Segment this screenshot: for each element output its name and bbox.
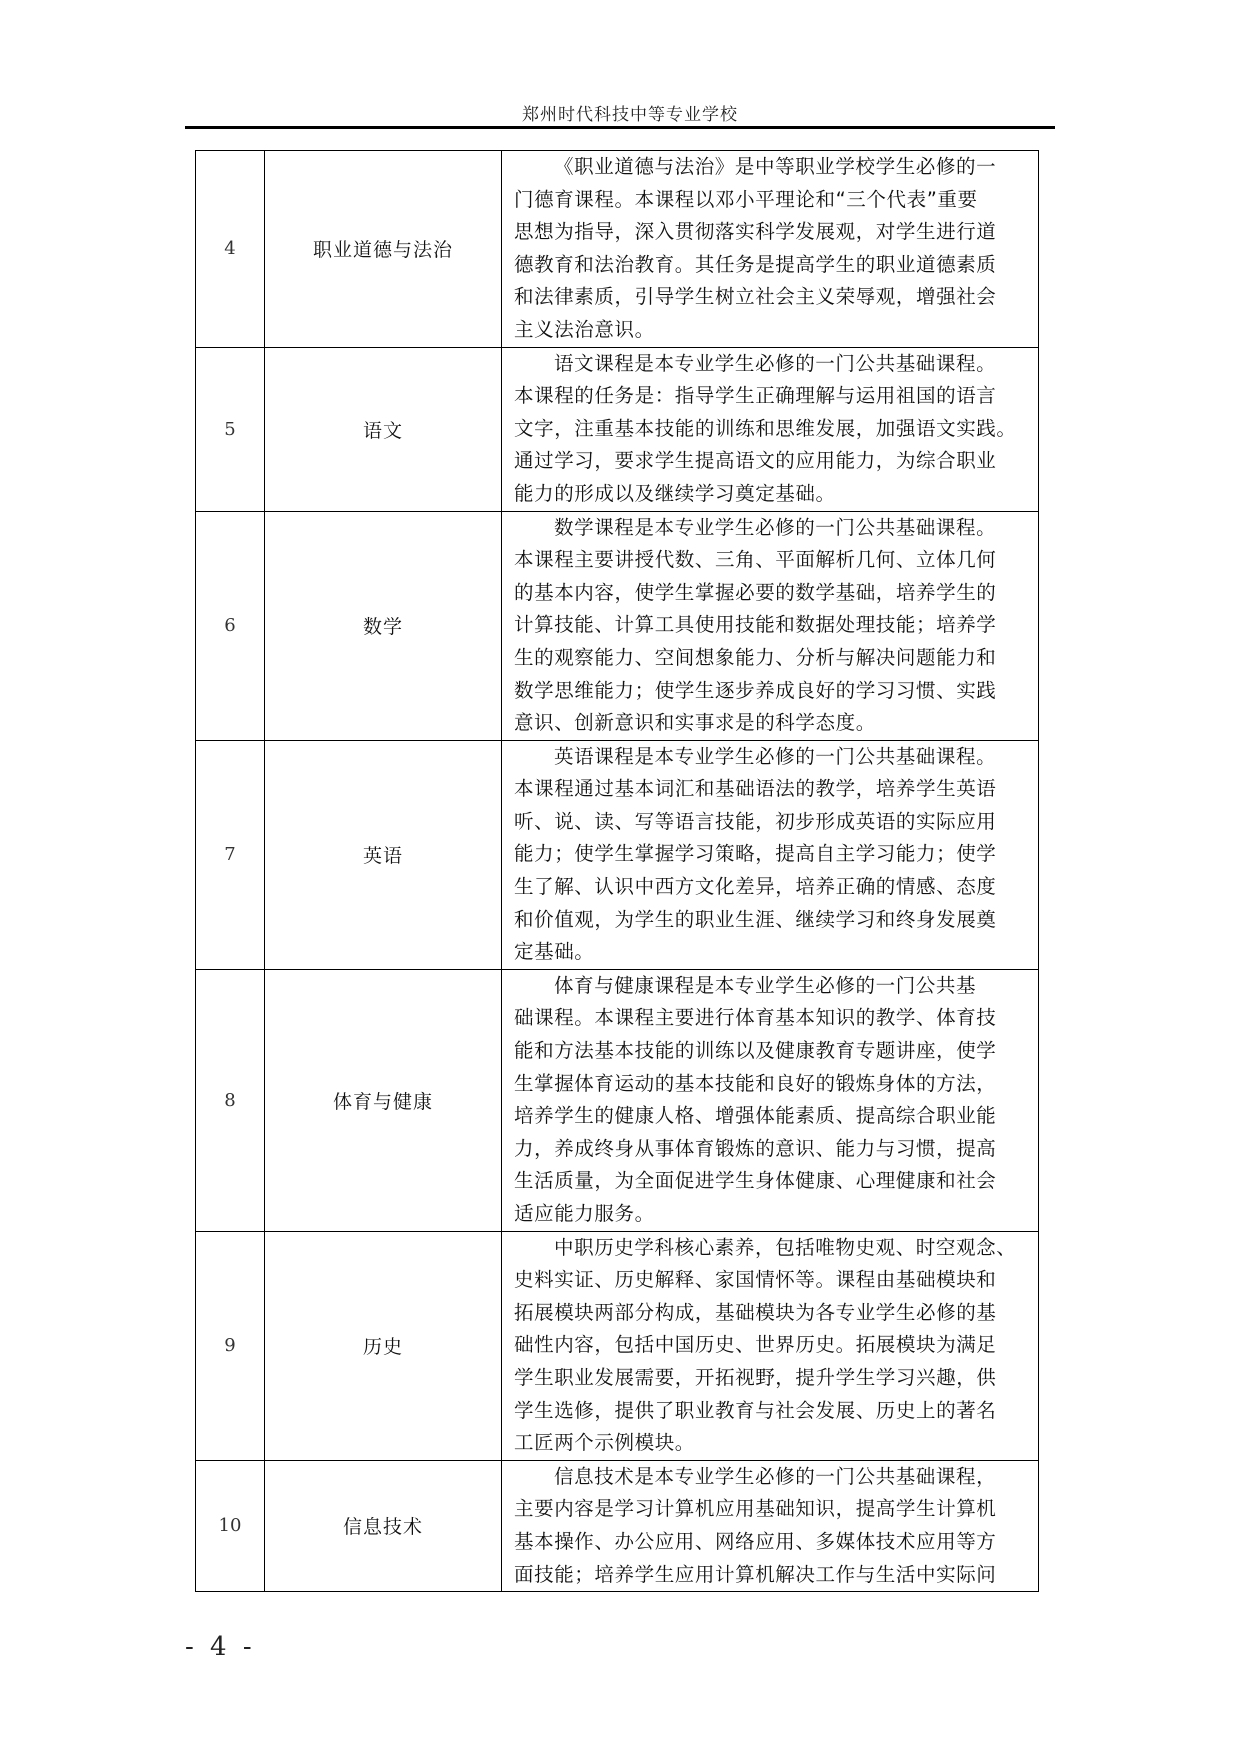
table-row xyxy=(196,1460,1039,1591)
course-description-line: 本课程的任务是：指导学生正确理解与运用祖国的语言 xyxy=(514,384,997,408)
course-number-cell: 9 xyxy=(196,1231,265,1460)
course-description-line: 生了解、认识中西方文化差异，培养正确的情感、态度 xyxy=(514,875,997,899)
page-number: - 4 - xyxy=(185,1632,256,1662)
course-description-line: 础课程。本课程主要进行体育基本知识的教学、体育技 xyxy=(514,1006,997,1030)
course-number-cell: 5 xyxy=(196,347,265,511)
course-description-line: 本课程通过基本词汇和基础语法的教学，培养学生英语 xyxy=(514,777,997,801)
table-row xyxy=(196,151,1039,348)
course-description-line: 能力的形成以及继续学习奠定基础。 xyxy=(514,481,836,505)
course-description-line: 数学思维能力；使学生逐步养成良好的学习习惯、实践 xyxy=(514,678,997,702)
course-description-line: 《职业道德与法治》是中等职业学校学生必修的一 xyxy=(554,155,997,178)
course-description-line: 生掌握体育运动的基本技能和良好的锻炼身体的方法， xyxy=(514,1071,997,1095)
course-description-cell xyxy=(502,511,1039,740)
course-description-line: 中职历史学科核心素养，包括唯物史观、时空观念、 xyxy=(554,1235,1017,1259)
course-description-line: 生活质量，为全面促进学生身体健康、心理健康和社会 xyxy=(514,1169,997,1193)
course-description-line: 学生选修，提供了职业教育与社会发展、历史上的著名 xyxy=(514,1398,997,1422)
course-description-line: 计算技能、计算工具使用技能和数据处理技能；培养学 xyxy=(514,613,997,637)
course-description-cell xyxy=(502,740,1039,969)
course-number-cell: 7 xyxy=(196,740,265,969)
course-description-line: 学生职业发展需要，开拓视野，提升学生学习兴趣，供 xyxy=(514,1365,997,1389)
course-description-line: 主义法治意识。 xyxy=(514,317,655,341)
course-description-line: 文字，注重基本技能的训练和思维发展，加强语文实践。 xyxy=(514,416,1017,440)
course-description-line: 能和方法基本技能的训练以及健康教育专题讲座，使学 xyxy=(514,1039,997,1063)
course-name-cell: 语文 xyxy=(265,347,502,511)
course-description-line: 适应能力服务。 xyxy=(514,1202,655,1225)
course-description-line: 通过学习，要求学生提高语文的应用能力，为综合职业 xyxy=(514,449,997,473)
table-row xyxy=(196,347,1039,511)
course-name-cell: 数学 xyxy=(265,511,502,740)
course-number-cell: 4 xyxy=(196,151,265,348)
course-number-cell: 6 xyxy=(196,511,265,740)
course-description-line: 的基本内容，使学生掌握必要的数学基础，培养学生的 xyxy=(514,580,997,604)
course-description-line: 力，养成终身从事体育锻炼的意识、能力与习惯，提高 xyxy=(514,1136,997,1160)
course-description-line: 和价值观，为学生的职业生涯、继续学习和终身发展奠 xyxy=(514,907,997,931)
course-description-line: 拓展模块两部分构成，基础模块为各专业学生必修的基 xyxy=(514,1300,997,1324)
course-description-line: 德教育和法治教育。其任务是提高学生的职业道德素质 xyxy=(514,252,997,276)
course-description-line: 培养学生的健康人格、增强体能素质、提高综合职业能 xyxy=(514,1104,997,1128)
course-description-line: 信息技术是本专业学生必修的一门公共基础课程， xyxy=(554,1464,997,1488)
course-description-line: 生的观察能力、空间想象能力、分析与解决问题能力和 xyxy=(514,645,997,669)
course-description-cell xyxy=(502,151,1039,348)
course-name-cell: 历史 xyxy=(265,1231,502,1460)
course-description-line: 体育与健康课程是本专业学生必修的一门公共基 xyxy=(554,973,977,997)
course-description-line: 思想为指导，深入贯彻落实科学发展观，对学生进行道 xyxy=(514,220,997,244)
course-description-line: 意识、创新意识和实事求是的科学态度。 xyxy=(514,711,876,735)
course-description-line: 和法律素质，引导学生树立社会主义荣辱观，增强社会 xyxy=(514,285,997,309)
course-table-body xyxy=(196,151,1039,1592)
course-description-line: 数学课程是本专业学生必修的一门公共基础课程。 xyxy=(554,515,997,539)
course-description-line: 能力；使学生掌握学习策略，提高自主学习能力；使学 xyxy=(514,842,997,866)
table-row xyxy=(196,511,1039,740)
course-description-line: 门德育课程。本课程以邓小平理论和“三个代表”重要 xyxy=(514,187,978,211)
course-description-line: 本课程主要讲授代数、三角、平面解析几何、立体几何 xyxy=(514,548,997,572)
course-description-line: 础性内容，包括中国历史、世界历史。拓展模块为满足 xyxy=(514,1333,997,1357)
course-description-cell xyxy=(502,969,1039,1231)
course-description-line: 定基础。 xyxy=(514,940,595,964)
document-header-title: 郑州时代科技中等专业学校 xyxy=(522,105,738,125)
course-description-line: 英语课程是本专业学生必修的一门公共基础课程。 xyxy=(554,744,997,768)
course-name-cell: 职业道德与法治 xyxy=(265,151,502,348)
course-description-line: 听、说、读、写等语言技能，初步形成英语的实际应用 xyxy=(514,809,997,833)
course-description-cell xyxy=(502,1460,1039,1591)
course-name-cell: 英语 xyxy=(265,740,502,969)
course-description-line: 面技能；培养学生应用计算机解决工作与生活中实际问 xyxy=(514,1562,997,1586)
header-divider xyxy=(185,126,1055,129)
course-number-cell: 8 xyxy=(196,969,265,1231)
course-name-cell: 信息技术 xyxy=(265,1460,502,1591)
table-row xyxy=(196,969,1039,1231)
course-number-cell: 10 xyxy=(196,1460,265,1591)
course-description-line: 主要内容是学习计算机应用基础知识，提高学生计算机 xyxy=(514,1497,997,1521)
course-description-line: 工匠两个示例模块。 xyxy=(514,1431,695,1455)
course-description-line: 语文课程是本专业学生必修的一门公共基础课程。 xyxy=(554,351,997,375)
course-description-line: 史料实证、历史解释、家国情怀等。课程由基础模块和 xyxy=(514,1268,997,1292)
course-description-cell xyxy=(502,347,1039,511)
table-row xyxy=(196,1231,1039,1460)
course-name-cell: 体育与健康 xyxy=(265,969,502,1231)
course-description-cell xyxy=(502,1231,1039,1460)
course-table xyxy=(195,150,1039,1592)
course-description-line: 基本操作、办公应用、网络应用、多媒体技术应用等方 xyxy=(514,1529,997,1553)
table-row xyxy=(196,740,1039,969)
